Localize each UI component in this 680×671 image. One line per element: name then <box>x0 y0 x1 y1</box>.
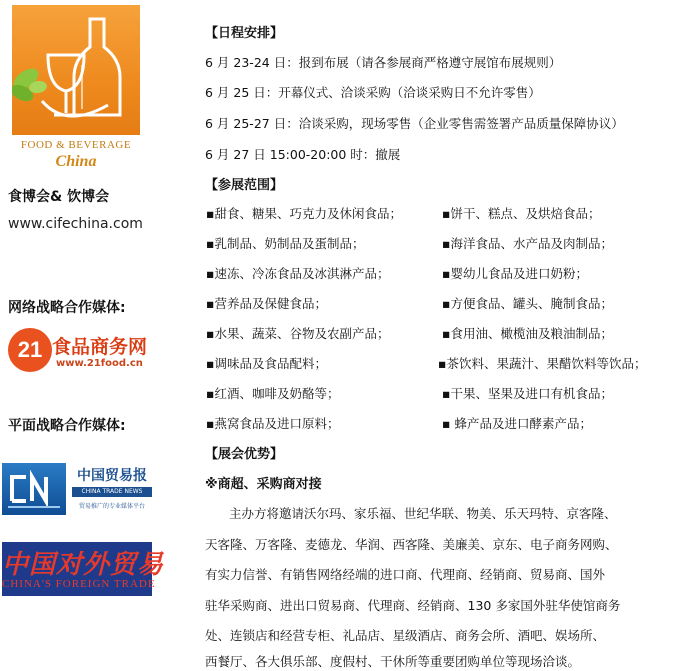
advantages-paragraph-line: 主办方将邀请沃尔玛、家乐福、世纪华联、物美、乐天玛特、京客隆、 <box>229 506 617 521</box>
scope-item: ▪营养品及保健食品； <box>206 296 327 311</box>
advantages-paragraph-line: 处、连锁店和经营专柜、礼品店、星级酒店、商务会所、酒吧、娱场所、 <box>205 628 606 643</box>
advantages-paragraph-line: 天客隆、万客隆、麦德龙、华润、西客隆、美廉美、京东、电子商务网购、 <box>205 537 618 552</box>
21food-logo[interactable] <box>8 328 158 378</box>
scope-item: ▪茶饮料、果蔬汁、果醋饮料等饮品； <box>438 356 647 371</box>
ctn-slogan: 贸易推广的专业媒体平台 <box>78 503 145 510</box>
21food-url: www.21food.cn <box>56 358 143 369</box>
site-url-link[interactable]: www.cifechina.com <box>8 216 143 232</box>
scope-item: ▪干果、坚果及进口有机食品； <box>442 386 613 401</box>
print-media-title: 平面战略合作媒体: <box>8 418 126 434</box>
schedule-item: 6 月 27 日 15:00-20:00 时：撤展 <box>205 147 401 162</box>
scope-heading: 【参展范围】 <box>205 178 284 193</box>
scope-item: ▪水果、蔬菜、谷物及农副产品； <box>206 326 390 341</box>
scope-item: ▪甜食、糖果、巧克力及休闲食品； <box>206 206 402 221</box>
21food-badge: 21 <box>8 328 52 372</box>
21food-name: 食品商务网 <box>52 336 148 358</box>
scope-item: ▪食用油、橄榄油及粮油制品； <box>442 326 613 341</box>
food-beverage-china-logo[interactable] <box>8 5 140 170</box>
scope-item: ▪婴幼儿食品及进口奶粉； <box>442 266 588 281</box>
cft-name-cn: 中国对外贸易 <box>2 550 165 580</box>
china-foreign-trade-logo[interactable] <box>2 542 165 596</box>
main-content <box>200 0 680 671</box>
advantages-subheading: ※商超、采购商对接 <box>205 477 322 492</box>
ctn-emblem <box>2 463 66 515</box>
scope-item: ▪方便食品、罐头、腌制食品； <box>442 296 613 311</box>
schedule-item: 6 月 23-24 日：报到布展（请各参展商严格遵守展馆布展规则） <box>205 55 562 70</box>
scope-item: ▪ 蜂产品及进口酵素产品； <box>442 416 592 431</box>
bottle-glass-icon <box>12 5 140 135</box>
expo-name: 食博会& 饮博会 <box>8 189 110 205</box>
cft-name-en: CHINA'S FOREIGN TRADE <box>2 578 156 590</box>
logo-emblem <box>12 5 140 135</box>
scope-item: ▪燕窝食品及进口原料； <box>206 416 340 431</box>
scope-item: ▪调味品及食品配料； <box>206 356 327 371</box>
scope-item: ▪乳制品、奶制品及蛋制品； <box>206 236 365 251</box>
network-media-title: 网络战略合作媒体: <box>8 300 126 316</box>
logo-wordmark: FOOD & BEVERAGE <box>20 139 132 151</box>
schedule-item: 6 月 25 日：开幕仪式、洽谈采购（洽谈采购日不允许零售） <box>205 85 541 100</box>
ctn-name-cn: 中国贸易报 <box>77 468 147 484</box>
ctn-name-en: CHINA TRADE NEWS <box>72 487 152 497</box>
scope-item: ▪红酒、咖啡及奶酪等； <box>206 386 340 401</box>
china-trade-news-logo[interactable] <box>2 463 154 515</box>
ctn-text-block <box>70 465 154 513</box>
advantages-paragraph-line: 西餐厅、各大俱乐部、度假村、干休所等重要团购单位等现场洽谈。 <box>205 654 581 669</box>
scope-item: ▪速冻、冷冻食品及冰淇淋产品； <box>206 266 390 281</box>
scope-item: ▪饼干、糕点、及烘焙食品； <box>442 206 601 221</box>
advantages-paragraph-line: 有实力信誉、有销售网络经端的进口商、代理商、经销商、贸易商、国外 <box>205 567 606 582</box>
logo-china-script: China <box>55 153 97 170</box>
scope-item: ▪海洋食品、水产品及肉制品； <box>442 236 613 251</box>
advantages-heading: 【展会优势】 <box>205 447 284 462</box>
ctn-monogram-icon <box>2 463 66 515</box>
advantages-paragraph-line: 驻华采购商、进出口贸易商、代理商、经销商、130 多家国外驻华使馆商务 <box>205 598 621 613</box>
schedule-item: 6 月 25-27 日：洽谈采购，现场零售（企业零售需签署产品质量保障协议） <box>205 116 624 131</box>
schedule-heading: 【日程安排】 <box>205 26 284 41</box>
sidebar <box>0 0 185 671</box>
